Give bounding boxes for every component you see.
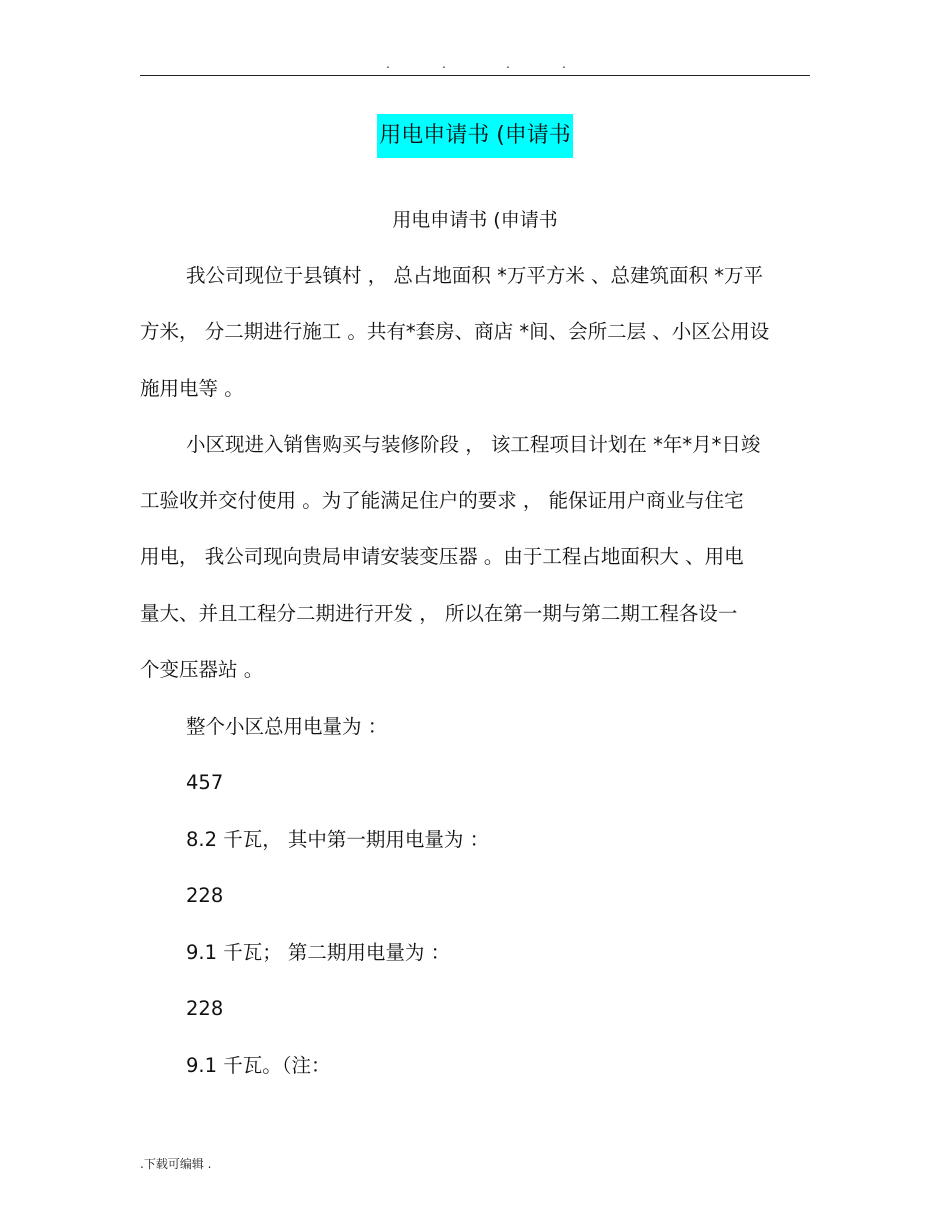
header-dot: .	[562, 57, 566, 71]
body-line: 量大、并且工程分二期进行开发 ， 所以在第一期与第二期工程各设一	[140, 602, 738, 625]
document-subtitle: 用电申请书 (申请书	[392, 209, 558, 231]
page-footer: .下载可编辑 .	[140, 1157, 212, 1171]
body-line: 9.1 千瓦。（注：	[186, 1054, 331, 1077]
header-dot: .	[442, 57, 446, 71]
body-line: 9.1 千瓦； 第二期用电量为 ：	[186, 941, 451, 964]
body-line: 457	[186, 771, 224, 794]
body-line: 我公司现位于县镇村 ， 总占地面积 *万平方米 、总建筑面积 *万平	[186, 264, 763, 287]
body-line: 个变压器站 。	[140, 658, 264, 681]
body-line: 小区现进入销售购买与装修阶段 ， 该工程项目计划在 *年*月*日竣	[186, 433, 761, 456]
body-line: 228	[186, 997, 224, 1020]
body-line: 方米， 分二期进行施工 。共有*套房、商店 *间、会所二层 、小区公用设	[140, 320, 770, 343]
body-line: 整个小区总用电量为 ：	[186, 715, 388, 738]
body-line: 228	[186, 884, 224, 907]
body-line: 工验收并交付使用 。为了能满足住户的要求 ， 能保证用户商业与住宅	[140, 489, 744, 512]
header-dot: .	[506, 57, 510, 71]
body-line: 施用电等 。	[140, 377, 244, 400]
title-wrap	[0, 114, 950, 158]
document-title: 用电申请书 (申请书	[377, 114, 573, 158]
header-dot: .	[386, 57, 390, 71]
body-line: 用电， 我公司现向贵局申请安装变压器 。由于工程占地面积大 、用电	[140, 545, 744, 568]
header-dots	[0, 58, 950, 74]
body-line: 8.2 千瓦， 其中第一期用电量为 ：	[186, 828, 490, 851]
header-rule	[140, 75, 810, 76]
